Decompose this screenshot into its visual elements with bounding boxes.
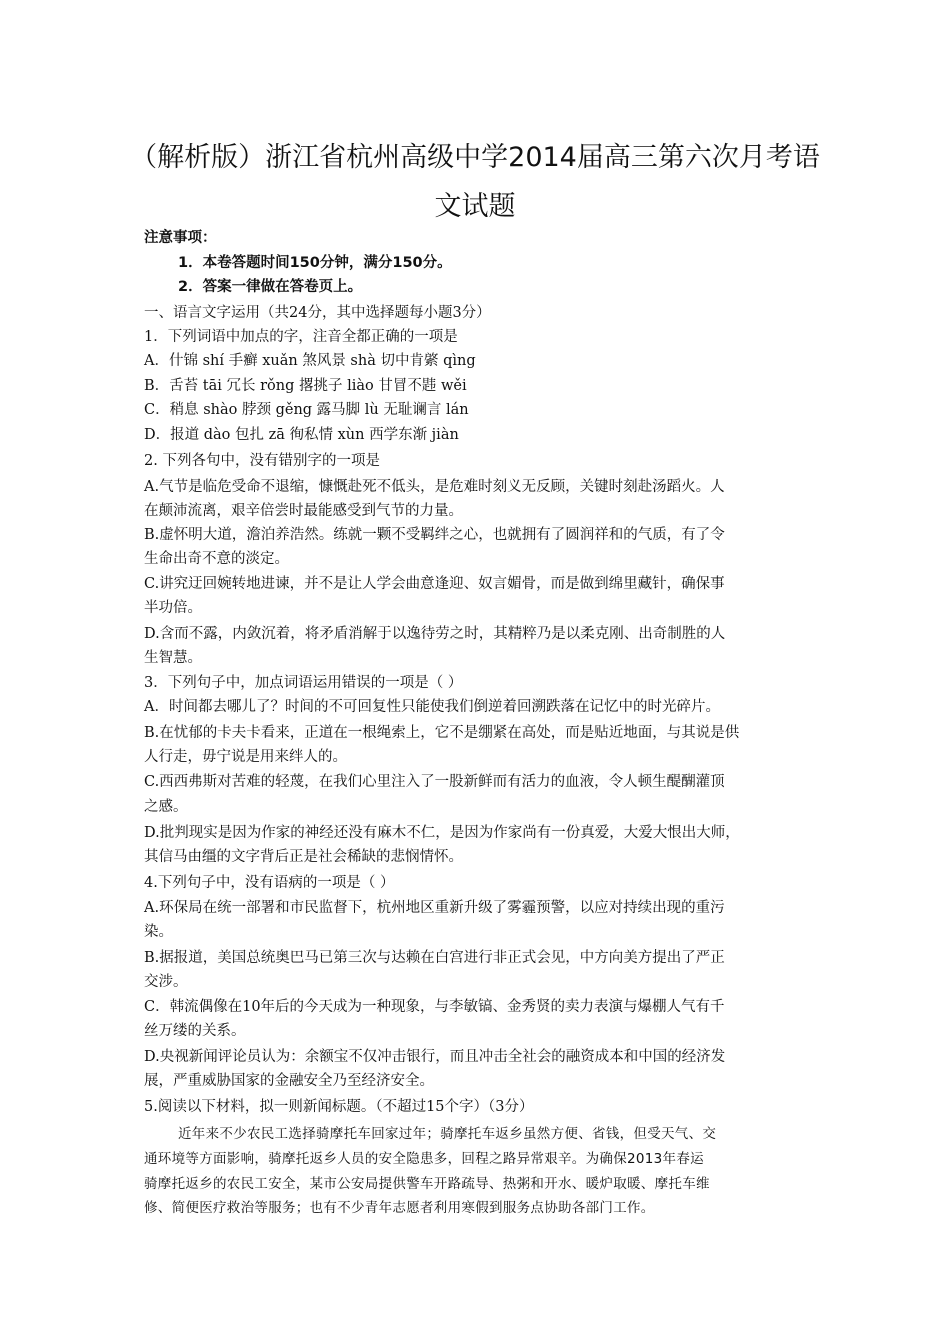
document-title-line1: （解析版）浙江省杭州高级中学2014届高三第六次月考语	[130, 142, 820, 173]
q3-option-d-line1: D.批判现实是因为作家的神经还没有麻木不仁，是因为作家尚有一份真爱，大爱大恨出大师，	[144, 825, 740, 841]
q5-passage-line3: 骑摩托返乡的农民工安全，某市公安局提供警车开路疏导、热粥和开水、暖炉取暖、摩托车维	[144, 1176, 710, 1192]
q3-option-c-line2: 之感。	[144, 799, 188, 815]
q2-option-d-line1: D.含而不露，内敛沉着，将矛盾消解于以逸待劳之时，其精粹乃是以柔克刚、出奇制胜的人	[144, 626, 726, 642]
q1-stem: 1．下列词语中加点的字，注音全都正确的一项是	[144, 329, 458, 345]
q2-option-b-line1: B.虚怀明大道，澹泊养浩然。练就一颗不受羁绊之心，也就拥有了圆润祥和的气质，有了令	[144, 527, 725, 543]
q3-option-b-line2: 人行走，毋宁说是用来绊人的。	[144, 749, 347, 765]
document-title-line2: 文试题	[434, 191, 516, 222]
q1-option-a: A．什锦 shí 手癣 xuǎn 煞风景 shà 切中肯綮 qìng	[144, 353, 476, 369]
q1-option-b: B．舌苔 tāi 冗长 rǒng 撂挑子 liào 甘冒不韪 wěi	[144, 378, 467, 394]
q5-stem: 5.阅读以下材料，拟一则新闻标题。（不超过15个字）（3分）	[144, 1099, 534, 1115]
q4-stem: 4.下列句子中，没有语病的一项是（ ）	[144, 875, 395, 891]
notice-heading: 注意事项：	[144, 230, 217, 246]
q4-option-a-line2: 染。	[144, 924, 173, 940]
q5-passage-line4: 修、简便医疗救治等服务；也有不少青年志愿者利用寒假到服务点协助各部门工作。	[144, 1200, 655, 1216]
q2-option-c-line2: 半功倍。	[144, 600, 202, 616]
q2-option-d-line2: 生智慧。	[144, 650, 202, 666]
q4-option-d-line2: 展，严重威胁国家的金融安全乃至经济安全。	[144, 1073, 434, 1089]
notice-item-1: 1．本卷答题时间150分钟，满分150分。	[178, 255, 452, 271]
q1-option-d: D．报道 dào 包扎 zā 徇私情 xùn 西学东渐 jiàn	[144, 427, 459, 443]
q2-stem: 2. 下列各句中，没有错别字的一项是	[144, 453, 380, 469]
q3-option-a: A．时间都去哪儿了？时间的不可回复性只能使我们倒逆着回溯跌落在记忆中的时光碎片。	[144, 699, 720, 715]
q4-option-a-line1: A.环保局在统一部署和市民监督下，杭州地区重新升级了雾霾预警，以应对持续出现的重污	[144, 900, 725, 916]
q2-option-c-line1: C.讲究迂回婉转地进谏，并不是让人学会曲意逢迎、奴言媚骨，而是做到绵里藏针，确保事	[144, 576, 725, 592]
q4-option-c-line1: C．韩流偶像在10年后的今天成为一种现象，与李敏镐、金秀贤的卖力表演与爆棚人气有千	[144, 999, 725, 1015]
q3-option-c-line1: C.西西弗斯对苦难的轻蔑，在我们心里注入了一股新鲜而有活力的血液，令人顿生醍醐灌顶	[144, 774, 725, 790]
section-heading: 一、语言文字运用（共24分，其中选择题每小题3分）	[144, 305, 491, 321]
q1-option-c: C．稍息 shào 脖颈 gěng 露马脚 lù 无耻谰言 lán	[144, 402, 469, 418]
q3-option-d-line2: 其信马由缰的文字背后正是社会稀缺的悲悯情怀。	[144, 849, 463, 865]
q5-passage-line1: 近年来不少农民工选择骑摩托车回家过年；骑摩托车返乡虽然方便、省钱，但受天气、交	[178, 1126, 717, 1142]
q4-option-d-line1: D.央视新闻评论员认为：余额宝不仅冲击银行，而且冲击全社会的融资成本和中国的经济发	[144, 1049, 726, 1065]
q3-stem: 3．下列句子中，加点词语运用错误的一项是（ ）	[144, 675, 463, 691]
q3-option-b-line1: B.在忧郁的卡夫卡看来，正道在一根绳索上，它不是绷紧在高处，而是贴近地面，与其说是供	[144, 725, 740, 741]
q4-option-b-line1: B.据报道，美国总统奥巴马已第三次与达赖在白宫进行非正式会见，中方向美方提出了严正	[144, 950, 725, 966]
q2-option-a-line2: 在颠沛流离，艰辛倍尝时最能感受到气节的力量。	[144, 503, 463, 519]
q4-option-b-line2: 交涉。	[144, 974, 188, 990]
q4-option-c-line2: 丝万缕的关系。	[144, 1023, 246, 1039]
q2-option-a-line1: A.气节是临危受命不退缩，慷慨赴死不低头，是危难时刻义无反顾，关键时刻赴汤蹈火。人	[144, 479, 725, 495]
q2-option-b-line2: 生命出奇不意的淡定。	[144, 551, 289, 567]
notice-item-2: 2．答案一律做在答卷页上。	[178, 279, 363, 295]
q5-passage-line2: 通环境等方面影响，骑摩托返乡人员的安全隐患多，回程之路异常艰辛。为确保2013年春运	[144, 1151, 704, 1167]
